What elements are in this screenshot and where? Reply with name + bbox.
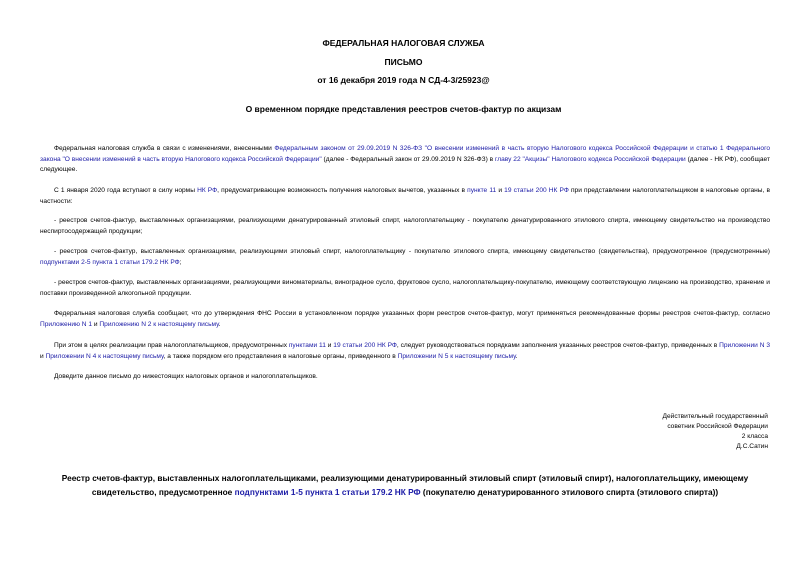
text: (далее - Федеральный закон от 29.09.2019 N 326-ФЗ) в (321, 155, 496, 163)
signature-name: Д.С.Сатин (736, 443, 768, 450)
link-points-11[interactable]: пунктами 11 (288, 342, 326, 349)
text: Реестр счетов-фактур, выставленных налогоплательщиками, реализующими денатурированный этиловый спирт (этиловый спирт), налогоплательщику, имеющему свидетельство, предусмотренное (61, 473, 749, 497)
text: Федеральная налоговая служба сообщает, что до утверждения ФНС России в установленном порядке указанных форм реестров счетов-фактур, могут применяться рекомендованные формы реестров счетов-фактур, согласно (54, 310, 770, 317)
signature-block (663, 412, 769, 452)
text: , следует руководствоваться порядками заполнения указанных реестров счетов-фактур, приведенных в (396, 342, 720, 349)
doc-date-number: от 16 декабря 2019 года N СД-4-3/25923@ (317, 75, 490, 85)
list-item-ethyl (40, 247, 770, 268)
text: и (325, 342, 334, 349)
signature-line: советник Российской Федерации (667, 423, 768, 430)
link-appendix-5[interactable]: Приложении N 5 к настоящему письму (397, 352, 516, 360)
link-point-11[interactable]: пункте 11 (467, 187, 497, 194)
text: - реестров счетов-фактур, выставленных организациями, реализующими денатурированный этиловый спирт, налогоплательщику - покупателю денатурированного этилового спирта, имеющему свидетельство на производство неспиртосодержащей продукции; (40, 217, 770, 235)
text: - реестров счетов-фактур, выставленных организациями, реализующими виноматериалы, виноградное сусло, фруктовое сусло, налогоплательщику-покупателю, имеющему соответствующую лицензию на производство, хранение и поставки произведенной алкогольной продукции. (40, 279, 770, 297)
text: Доведите данное письмо до нижестоящих налоговых органов и налогоплательщиков. (54, 373, 318, 380)
text: при представлении налогоплательщиком в налоговые органы, в частности: (40, 187, 770, 205)
text: ; (179, 258, 182, 266)
link-article-200[interactable]: 19 статьи 200 НК РФ (504, 187, 569, 194)
text: . (515, 352, 518, 360)
text: , предусматривающие возможность получения налоговых вычетов, указанных в (217, 187, 468, 194)
text: и (40, 352, 46, 360)
text: и (92, 320, 100, 328)
link-chapter-22[interactable]: главу 22 "Акцизы" Налогового кодекса Российской Федерации (495, 155, 686, 163)
link-appendix-1[interactable]: Приложению N 1 (40, 320, 93, 328)
link-appendix-4[interactable]: Приложении N 4 к настоящему письму (45, 352, 164, 360)
text: , а также порядком его представления в налоговые органы, приведенного в (163, 352, 398, 360)
doc-type: ПИСЬМО (384, 57, 423, 67)
text: и (496, 187, 505, 194)
paragraph-forms (40, 309, 770, 330)
link-subpoints-2-5[interactable]: подпунктами 2-5 пункта 1 статьи 179.2 НК РФ (40, 258, 180, 266)
link-federal-law[interactable]: Федеральным законом от 29.09.2019 N 326-ФЗ "О внесении изменений в часть вторую Налогового кодекса Российской Федерации и статью 1 Федерального закона "О внесении изменений в часть вторую Налогового кодекса Российской Федерации" (40, 145, 771, 163)
text: Федеральная налоговая служба в связи с изменениями, внесенными (54, 145, 275, 152)
list-item-denatured (40, 216, 770, 237)
link-article-200-19[interactable]: 19 статьи 200 НК РФ (333, 342, 397, 349)
text: С 1 января 2020 года вступают в силу нормы (54, 187, 198, 194)
signature-line: Действительный государственный (662, 413, 768, 420)
text: . (218, 320, 221, 328)
link-nk-rf[interactable]: НК РФ (197, 187, 218, 194)
agency-title: ФЕДЕРАЛЬНАЯ НАЛОГОВАЯ СЛУЖБА (322, 38, 485, 48)
link-appendix-2[interactable]: Приложению N 2 к настоящему письму (99, 320, 219, 328)
text: (покупателю денатурированного этилового спирта (этилового спирта)) (420, 486, 719, 497)
paragraph-effective-date (40, 186, 770, 207)
text: При этом в целях реализации прав налогоплательщиков, предусмотренных (54, 342, 289, 349)
list-item-wine (40, 278, 770, 299)
text: - реестров счетов-фактур, выставленных организациями, реализующими этиловый спирт, налогоплательщику - покупателю этилового спирта, имеющему свидетельство (свидетельства), предусмотренное (предусмотренные) (54, 248, 770, 255)
text: (далее - НК РФ), сообщает следующее. (40, 155, 770, 174)
doc-subject: О временном порядке представления реестров счетов-фактур по акцизам (245, 104, 562, 114)
paragraph-procedure (40, 341, 770, 362)
link-appendix-3[interactable]: Приложении N 3 (719, 342, 770, 349)
registry-title (40, 472, 770, 499)
signature-line: 2 класса (741, 433, 768, 440)
paragraph-closing (40, 372, 770, 383)
link-subpoints-1-5[interactable]: подпунктами 1-5 пункта 1 статьи 179.2 НК РФ (234, 486, 421, 497)
paragraph-intro (40, 144, 770, 176)
